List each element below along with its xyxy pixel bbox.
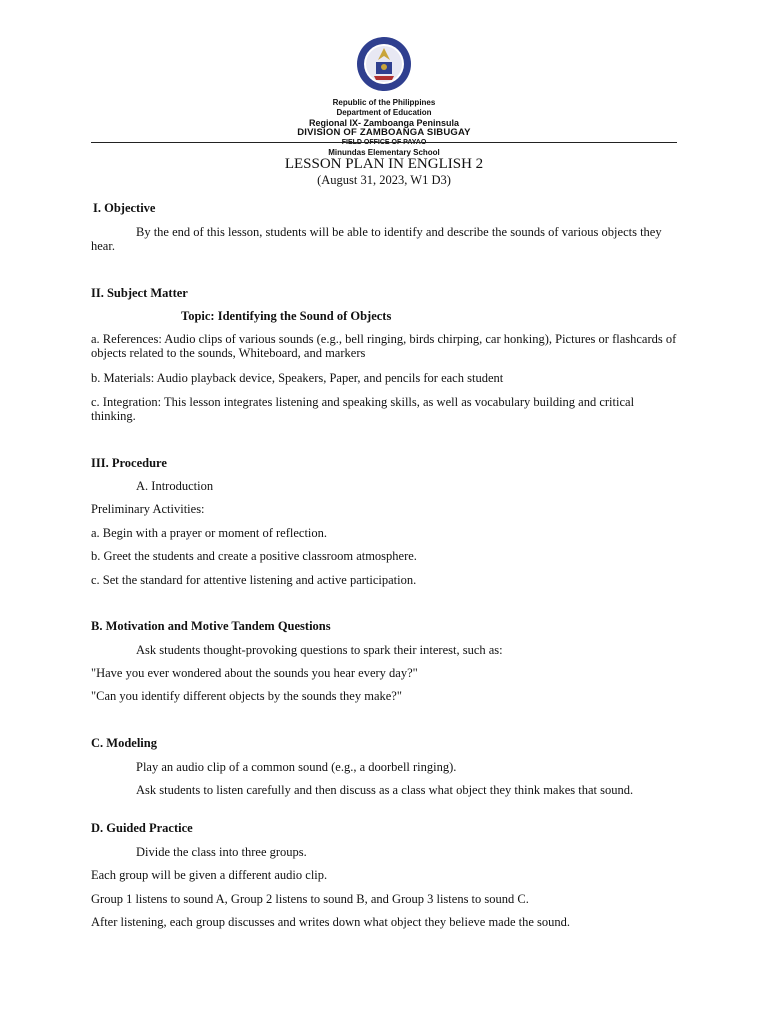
- guided-practice-step: Each group will be given a different audio clip.: [91, 868, 328, 882]
- letterhead-department: Department of Education: [336, 108, 432, 117]
- letterhead-republic: Republic of the Philippines: [332, 98, 436, 107]
- header-divider: [91, 142, 677, 143]
- motivation-question: "Have you ever wondered about the sounds you hear every day?": [91, 666, 418, 680]
- preliminary-activities-label: Preliminary Activities:: [91, 502, 205, 516]
- procedure-item: b. Greet the students and create a positive classroom atmosphere.: [91, 549, 417, 563]
- motivation-question: "Can you identify different objects by the sounds they make?": [91, 689, 402, 703]
- letterhead-region: Regional IX- Zamboanga Peninsula: [308, 118, 460, 128]
- procedure-heading: III. Procedure: [91, 456, 167, 470]
- modeling-heading: C. Modeling: [91, 736, 157, 750]
- motivation-heading: B. Motivation and Motive Tandem Questions: [91, 619, 331, 633]
- letterhead-field-office: FIELD OFFICE OF PAYAO: [341, 139, 427, 146]
- guided-practice-step: Divide the class into three groups.: [136, 845, 307, 859]
- deped-seal-logo: [356, 36, 412, 92]
- introduction-label: A. Introduction: [136, 479, 214, 493]
- modeling-step: Ask students to listen carefully and then discuss as a class what object they think makes that sound.: [136, 783, 634, 797]
- procedure-item: c. Set the standard for attentive listening and active participation.: [91, 573, 417, 587]
- document-title: LESSON PLAN IN ENGLISH 2: [284, 156, 484, 172]
- guided-practice-step: After listening, each group discusses and writes down what object they believe made the sound.: [91, 915, 571, 929]
- letterhead-division: DIVISION OF ZAMBOANGA SIBUGAY: [297, 127, 471, 138]
- objective-text: By the end of this lesson, students will be able to identify and describe the sounds of various objects they hear.: [91, 225, 662, 253]
- modeling-step: Play an audio clip of a common sound (e.g., a doorbell ringing).: [136, 760, 457, 774]
- guided-practice-step: Group 1 listens to sound A, Group 2 listens to sound B, and Group 3 listens to sound C.: [91, 892, 529, 906]
- integration-text: c. Integration: This lesson integrates listening and speaking skills, as well as vocabulary building and critical thinking.: [91, 395, 635, 423]
- letterhead-school: Minundas Elementary School: [328, 148, 440, 157]
- guided-practice-heading: D. Guided Practice: [91, 821, 193, 835]
- objective-heading: I. Objective: [93, 201, 156, 215]
- topic-line: Topic: Identifying the Sound of Objects: [181, 309, 392, 323]
- subject-matter-heading: II. Subject Matter: [91, 286, 188, 300]
- references-text: a. References: Audio clips of various sounds (e.g., bell ringing, birds chirping, car honking), Pictures or flashcards of objects related to the sounds, Whiteboard, and markers: [91, 332, 677, 360]
- document-date: (August 31, 2023, W1 D3): [317, 173, 451, 187]
- procedure-item: a. Begin with a prayer or moment of reflection.: [91, 526, 328, 540]
- materials-text: b. Materials: Audio playback device, Speakers, Paper, and pencils for each student: [91, 371, 504, 385]
- letterhead: [0, 36, 768, 158]
- motivation-intro: Ask students thought-provoking questions to spark their interest, such as:: [136, 643, 503, 657]
